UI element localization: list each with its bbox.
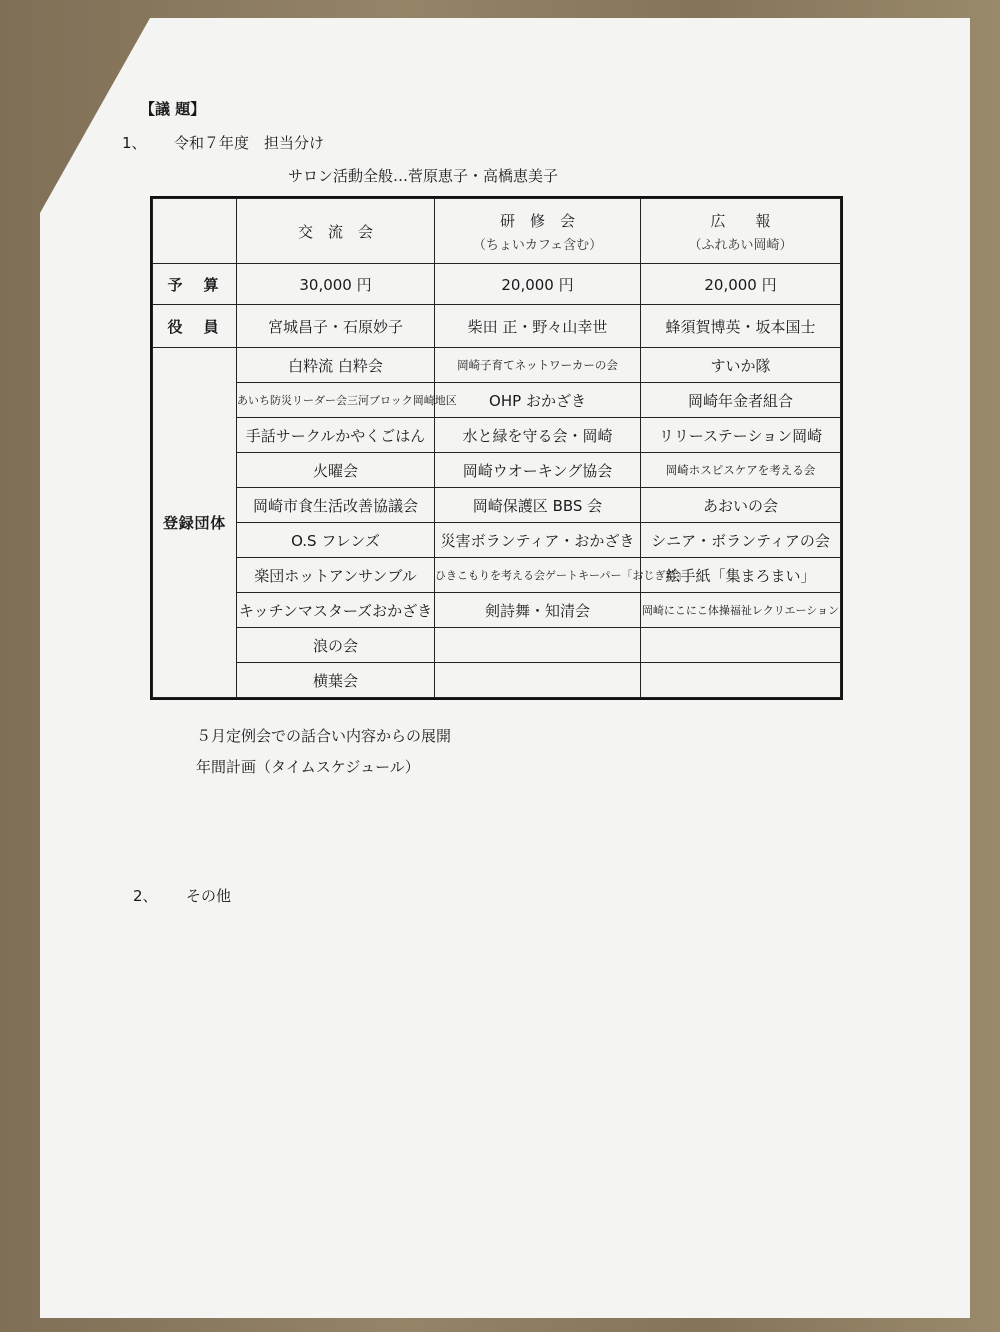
table-cell: あおいの会 — [641, 488, 841, 523]
table-cell — [641, 628, 841, 663]
table-row — [153, 593, 841, 628]
table-row — [153, 418, 841, 453]
table-cell: ひきこもりを考える会ゲートキーパー「おじぎ草」 — [435, 558, 641, 593]
groups-label: 登録団体 — [153, 348, 237, 698]
table-row — [153, 523, 841, 558]
table-row — [153, 558, 841, 593]
table-cell: リリーステーション岡崎 — [641, 418, 841, 453]
budget-row — [153, 264, 841, 305]
table-row — [153, 488, 841, 523]
table-cell: 20,000 円 — [435, 264, 641, 305]
column-header-publicity: 広 報 （ふれあい岡崎） — [641, 199, 841, 264]
item1-number: 1、 — [122, 134, 147, 152]
table-row — [153, 348, 841, 383]
salon-overall-line: サロン活動全般…菅原恵子・高橋恵美子 — [288, 167, 559, 185]
table-header-row — [153, 199, 841, 264]
table-corner-cell — [153, 199, 237, 264]
officers-label: 役 員 — [153, 305, 237, 348]
table-cell: 白粋流 白粋会 — [237, 348, 435, 383]
table-cell: 浪の会 — [237, 628, 435, 663]
table-cell: 岡崎ウオーキング協会 — [435, 453, 641, 488]
table-row — [153, 663, 841, 698]
table-cell: 30,000 円 — [237, 264, 435, 305]
table-cell: 絵手紙「集まろまい」 — [641, 558, 841, 593]
item1-title: 令和７年度 担当分け — [174, 134, 325, 152]
table-cell: 岡崎子育てネットワーカーの会 — [435, 348, 641, 383]
table-cell: 蜂須賀博英・坂本国士 — [641, 305, 841, 348]
table-cell: 岡崎市食生活改善協議会 — [237, 488, 435, 523]
table-cell: 横葉会 — [237, 663, 435, 698]
table-cell: シニア・ボランティアの会 — [641, 523, 841, 558]
column-header-exchange: 交 流 会 — [237, 199, 435, 264]
table-cell: あいち防災リーダー会三河ブロック岡崎地区 — [237, 383, 435, 418]
column-header-training: 研 修 会 （ちょいカフェ含む） — [435, 199, 641, 264]
table-cell: O.S フレンズ — [237, 523, 435, 558]
table-cell: すいか隊 — [641, 348, 841, 383]
table-cell: OHP おかざき — [435, 383, 641, 418]
table-cell: 20,000 円 — [641, 264, 841, 305]
table-row — [153, 628, 841, 663]
item2-title: その他 — [186, 887, 232, 905]
assignment-table — [152, 198, 841, 698]
officers-row — [153, 305, 841, 348]
table-cell: 柴田 正・野々山幸世 — [435, 305, 641, 348]
table-cell: 手話サークルかやくごはん — [237, 418, 435, 453]
table-cell — [641, 663, 841, 698]
table-cell: 岡崎年金者組合 — [641, 383, 841, 418]
note-line-2: 年間計画（タイムスケジュール） — [196, 758, 420, 776]
table-cell: 岡崎にこにこ体操福祉レクリエーション — [641, 593, 841, 628]
table-cell: 火曜会 — [237, 453, 435, 488]
table-row — [153, 453, 841, 488]
budget-label: 予 算 — [153, 264, 237, 305]
table-cell: キッチンマスターズおかざき — [237, 593, 435, 628]
table-cell — [435, 628, 641, 663]
table-cell: 剣詩舞・知清会 — [435, 593, 641, 628]
table-cell — [435, 663, 641, 698]
agenda-heading: 【議 題】 — [140, 100, 206, 118]
item2-number: 2、 — [133, 887, 158, 905]
table-cell: 災害ボランティア・おかざき — [435, 523, 641, 558]
note-line-1: ５月定例会での話合い内容からの展開 — [196, 727, 452, 745]
table-cell: 楽団ホットアンサンブル — [237, 558, 435, 593]
table-cell: 岡崎ホスピスケアを考える会 — [641, 453, 841, 488]
table-row — [153, 383, 841, 418]
table-cell: 宮城昌子・石原妙子 — [237, 305, 435, 348]
table-cell: 水と緑を守る会・岡崎 — [435, 418, 641, 453]
table-cell: 岡崎保護区 BBS 会 — [435, 488, 641, 523]
